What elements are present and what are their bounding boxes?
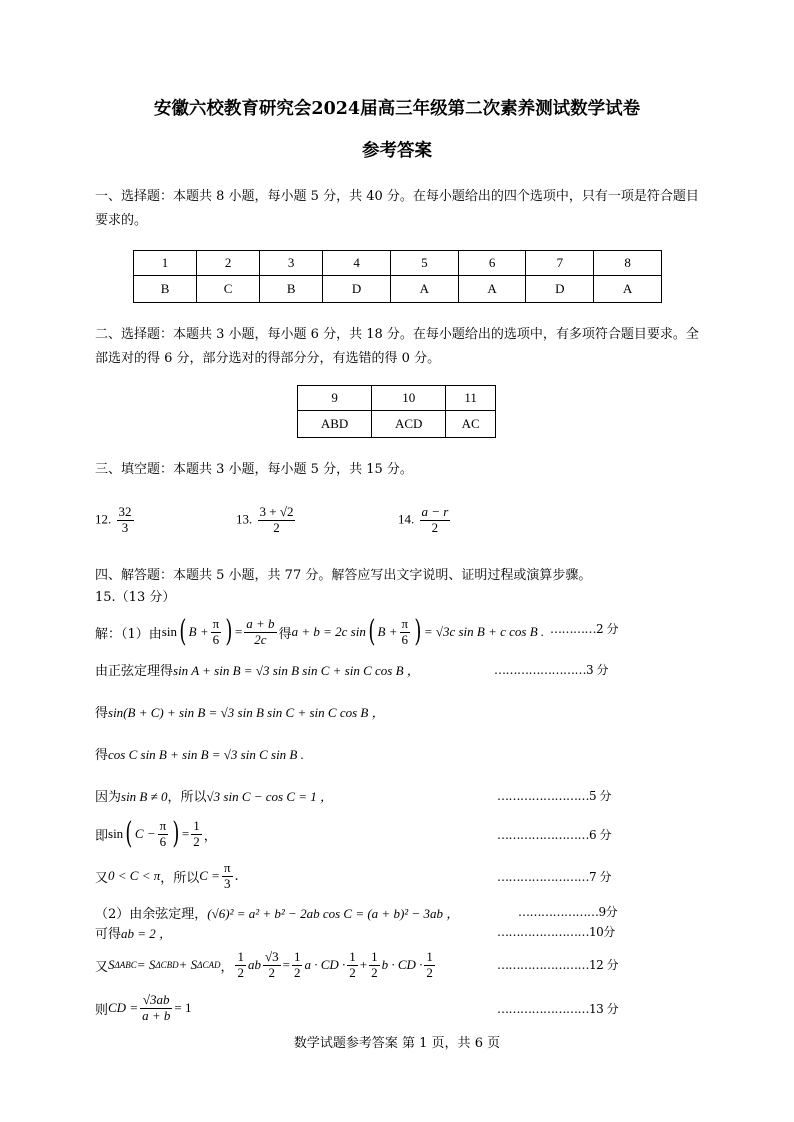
score: 10分 [589,925,615,939]
math: B + [377,624,398,639]
denominator: 2 [273,519,280,535]
fill-answer-14 [398,505,452,536]
step-text: 由正弦定理得 [95,664,174,679]
section-1-instructions: 一、选择题：本题共 8 小题，每小题 5 分，共 40 分。在每小题给出的四个选项中，只有一项是符合题目要求的。 [95,189,699,228]
score-marker: …………2 分 [550,622,618,636]
question-number: 5 [390,251,458,276]
numerator: 1 [193,817,200,833]
numerator: π [159,817,167,833]
solution-step-5 [95,786,333,805]
math: sin(B + C) + sin B = √3 sin B sin C + sin C cos B ， [108,705,385,720]
denominator: 3 [121,519,129,535]
step-text: 得 [278,626,292,642]
score-marker: ……………………3 分 [494,663,608,677]
step-text: 可得 [95,927,122,942]
question-number: 8 [594,251,662,276]
answer-cell: D [323,276,391,303]
denominator: 2 [293,964,301,980]
math: B + [188,624,209,639]
step-text: 即 [95,828,109,844]
subscript: ΔABC [114,960,137,970]
denominator: 6 [212,631,220,647]
score-marker: ……………………13 分 [497,1002,619,1016]
score-marker: ……………………10分 [497,925,615,939]
numerator: π [212,615,220,631]
fraction [222,861,233,892]
math: a · CD · [304,957,346,972]
fill-answer-12 [95,505,136,536]
fraction [235,950,246,981]
score: 2 分 [596,622,618,636]
question-label: 12. [95,511,112,527]
numerator: √3 [264,948,279,964]
math: C − [134,826,156,841]
numerator: 1 [237,948,244,964]
fraction [258,505,296,536]
table-row [298,386,496,411]
math: S [108,957,115,972]
math: CD = [108,1000,139,1015]
question-number: 3 [260,251,323,276]
score: 5 分 [589,789,611,803]
math: ab [247,957,261,972]
choice-answer-table-1 [133,250,662,303]
denominator: 2 [349,964,356,980]
fraction [191,819,202,850]
step-text: （2）由余弦定理， [95,907,208,922]
score-marker: ……………………6 分 [497,828,611,842]
math: = S [136,957,156,972]
score-marker: ……………………5 分 [497,789,611,803]
solution-step-9 [95,923,172,942]
math: a + b = 2c sin [291,624,366,639]
page-subtitle: 参考答案 [362,141,432,161]
numerator: a − r [421,504,449,519]
step-text: 又 [95,870,109,886]
denominator: 3 [224,875,231,891]
denominator: 2c [254,631,267,647]
answer-cell: ABD [298,411,372,438]
answer-cell: ACD [372,411,446,438]
answer-cell: A [594,276,662,303]
solution-step-1: 解：（1）由 sin ( B + $\frac{\pi}{6}$ ) = $\frac{a + b}{2c}$ 得 a + b = 2c sin ( B + $\frac{\pi}{6}$ ) = √3c sin B + c cos B . [95,614,545,649]
solution-step-4 [95,744,304,763]
answer-cell: D [526,276,594,303]
step-text: ，所以 [160,870,200,886]
score: 6 分 [589,828,611,842]
fraction [140,993,172,1024]
table-row [134,251,662,276]
section-2-instructions: 二、选择题：本题共 3 小题，每小题 6 分，共 18 分。在每小题给出的选项中，有多项符合题目要求。全部选对的得 6 分，部分选对的得部分分，有选错的得 0 分。 [95,327,699,366]
numerator: √3ab [140,993,172,1009]
step-text: ，所以 [167,790,207,805]
step-text: 则 [95,1002,109,1018]
question-number: 11 [446,386,496,411]
page-footer: 数学试题参考答案 第 1 页，共 6 页 [293,1036,501,1051]
fraction [369,950,380,981]
numerator: 1 [293,948,301,964]
step-text: 又 [95,959,109,975]
question-number: 1 [134,251,197,276]
numerator: π [223,859,231,875]
denominator: 2 [431,519,439,535]
denominator: a + b [142,1007,171,1023]
numerator: π [401,615,409,631]
math: sin B ≠ 0 [121,789,168,804]
score: 3 分 [586,663,608,677]
fraction [263,950,281,981]
fraction [420,505,451,536]
score: 13 分 [589,1002,619,1016]
solution-step-6: 即 sin ( C − $\frac{\pi}{6}$ ) = $\frac{1}{2}$ ， [95,816,217,851]
fraction [424,950,435,981]
numerator: 1 [371,948,378,964]
denominator: 2 [268,964,276,980]
math: (√6)² = a² + b² − 2ab cos C = (a + b)² − 3ab ， [207,906,460,921]
math: sin A + sin B = √3 sin B sin C + sin C cos B ， [173,663,420,678]
solution-step-10: 又 S ΔABC = S ΔCBD + S ΔCAD ， $\frac{1}{2}$ ab $\frac{√3}{2}$ = $\frac{1}{2}$ a · CD · $\frac{1}{2}$ + $\frac{1}{2}$ b · CD · $\frac{1}{2}$ [95,948,433,980]
question-15-heading: 15.（13 分） [95,590,176,605]
denominator: 6 [401,631,409,647]
step-text: 得 [95,748,109,763]
question-label: 14. [398,511,415,527]
math: cos C sin B + sin B = √3 sin C sin B . [108,747,304,762]
numerator: a + b [246,615,275,631]
math: 0 < C < π [108,868,161,883]
math: sin [161,624,177,639]
math: = 1 [174,1000,192,1015]
math: ab = 2 ， [121,926,173,941]
solution-step-2 [95,660,420,679]
question-number: 2 [197,251,260,276]
score-marker: ……………………7 分 [497,870,611,884]
subscript: ΔCAD [197,960,221,970]
score: 9分 [598,905,618,919]
fill-answer-13 [236,505,297,536]
question-number: 10 [372,386,446,411]
table-row [134,276,662,303]
step-text: 因为 [95,790,122,805]
numerator: 1 [349,948,356,964]
denominator: 6 [159,833,167,849]
math: + S [178,957,198,972]
question-number: 9 [298,386,372,411]
numerator: 1 [426,948,433,964]
page-title: 安徽六校教育研究会2024届高三年级第二次素养测试数学试卷 [153,99,641,119]
question-number: 4 [323,251,391,276]
section-4-instructions: 四、解答题：本题共 5 小题，共 77 分。解答应写出文字说明、证明过程或演算步骤。 [95,568,592,583]
math: = √3c sin B + c cos B . [423,624,545,639]
answer-cell: B [134,276,197,303]
solution-step-7: 又 0 < C < π ，所以 C = $\frac{\pi}{3}$ . [95,859,239,891]
score-marker: ……………………12 分 [497,958,619,972]
math: sin [108,826,124,841]
question-label: 13. [236,511,253,527]
fraction [158,819,169,850]
math: √3 sin C − cos C = 1 ， [206,789,334,804]
answer-cell: A [458,276,526,303]
answer-cell: A [390,276,458,303]
math: C = [199,868,220,883]
math: b · CD · [381,957,423,972]
fraction [292,950,303,981]
question-number: 6 [458,251,526,276]
solution-step-3 [95,702,385,721]
fraction [117,505,134,536]
solution-step-11 [95,988,191,1028]
score-marker: …………………9分 [518,905,618,919]
solution-step-8 [95,903,459,922]
numerator: 32 [118,504,132,519]
denominator: 2 [193,833,200,849]
answer-cell: B [260,276,323,303]
fraction [400,617,411,648]
table-row [298,411,496,438]
denominator: 2 [371,964,378,980]
section-3-instructions: 三、填空题：本题共 3 小题，每小题 5 分，共 15 分。 [95,462,413,477]
score: 12 分 [589,958,619,972]
fraction [244,617,276,648]
numerator: 3 + √2 [259,504,294,519]
subscript: ΔCBD [155,960,179,970]
fraction [211,617,222,648]
step-text: 得 [95,706,109,721]
step-text: 解：（1）由 [95,626,162,642]
score: 7 分 [589,870,611,884]
question-number: 7 [526,251,594,276]
denominator: 2 [426,964,433,980]
choice-answer-table-2 [297,385,496,438]
answer-cell: C [197,276,260,303]
fraction [347,950,358,981]
answer-cell: AC [446,411,496,438]
denominator: 2 [237,964,244,980]
